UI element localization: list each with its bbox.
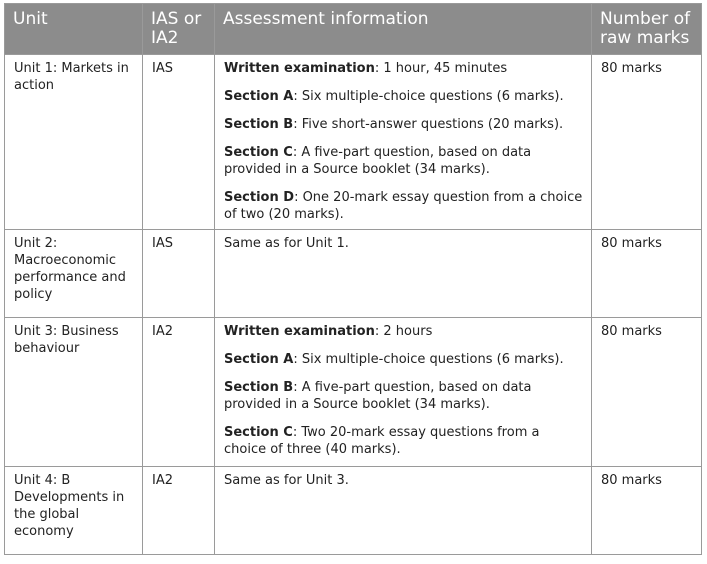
paragraph-heading: Written examination xyxy=(224,324,375,339)
paragraph-heading: Section A xyxy=(224,89,294,104)
assessment-cell xyxy=(215,467,592,555)
paragraph-text: : A five-part question, based on data provided in a Source booklet (34 marks). xyxy=(224,145,532,177)
marks-cell: 80 marks xyxy=(592,467,702,555)
marks-cell: 80 marks xyxy=(592,230,702,318)
paragraph-text: Same as for Unit 3. xyxy=(224,473,349,488)
marks-cell: 80 marks xyxy=(592,55,702,230)
assessment-paragraph xyxy=(224,60,585,77)
paragraph-text: : A five-part question, based on data provided in a Source booklet (34 marks). xyxy=(224,380,532,412)
assessment-paragraph xyxy=(224,88,585,105)
paragraph-heading: Section B xyxy=(224,380,294,395)
table-row xyxy=(5,318,702,467)
paragraph-text: : Six multiple-choice questions (6 marks). xyxy=(293,352,564,367)
assessment-paragraph xyxy=(224,189,585,223)
assessment-cell xyxy=(215,318,592,467)
assessment-paragraph xyxy=(224,116,585,133)
level-cell: IAS xyxy=(143,230,215,318)
paragraph-text: : One 20-mark essay question from a choice of two (20 marks). xyxy=(224,190,583,222)
unit-cell: Unit 2: Macroeconomic performance and policy xyxy=(5,230,143,318)
assessment-paragraph xyxy=(224,323,585,340)
assessment-paragraph xyxy=(224,351,585,368)
unit-cell: Unit 3: Business behaviour xyxy=(5,318,143,467)
paragraph-heading: Written examination xyxy=(224,61,375,76)
assessment-paragraph xyxy=(224,472,585,489)
header-ias-or-ia2: IAS or IA2 xyxy=(143,4,215,55)
table-row xyxy=(5,55,702,230)
header-assessment-information: Assessment information xyxy=(215,4,592,55)
assessment-paragraph xyxy=(224,424,585,458)
unit-cell: Unit 1: Markets in action xyxy=(5,55,143,230)
unit-cell: Unit 4: B Developments in the global economy xyxy=(5,467,143,555)
paragraph-text: : Six multiple-choice questions (6 marks). xyxy=(293,89,564,104)
table-row xyxy=(5,467,702,555)
assessment-cell xyxy=(215,230,592,318)
paragraph-heading: Section C xyxy=(224,425,293,440)
paragraph-text: : Two 20-mark essay questions from a choice of three (40 marks). xyxy=(224,425,540,457)
paragraph-text: Same as for Unit 1. xyxy=(224,236,349,251)
paragraph-text: : 1 hour, 45 minutes xyxy=(374,61,508,76)
level-cell: IA2 xyxy=(143,467,215,555)
paragraph-text: : 2 hours xyxy=(374,324,433,339)
paragraph-heading: Section D xyxy=(224,190,295,205)
paragraph-heading: Section A xyxy=(224,352,294,367)
assessment-table xyxy=(4,3,702,555)
paragraph-heading: Section B xyxy=(224,117,294,132)
header-unit: Unit xyxy=(5,4,143,55)
paragraph-heading: Section C xyxy=(224,145,293,160)
header-number-of-raw-marks: Number of raw marks xyxy=(592,4,702,55)
table-row xyxy=(5,230,702,318)
paragraph-text: : Five short-answer questions (20 marks). xyxy=(293,117,564,132)
marks-cell: 80 marks xyxy=(592,318,702,467)
header-row xyxy=(5,4,702,55)
assessment-paragraph xyxy=(224,144,585,178)
level-cell: IA2 xyxy=(143,318,215,467)
level-cell: IAS xyxy=(143,55,215,230)
assessment-paragraph xyxy=(224,379,585,413)
assessment-paragraph xyxy=(224,235,585,252)
assessment-cell xyxy=(215,55,592,230)
